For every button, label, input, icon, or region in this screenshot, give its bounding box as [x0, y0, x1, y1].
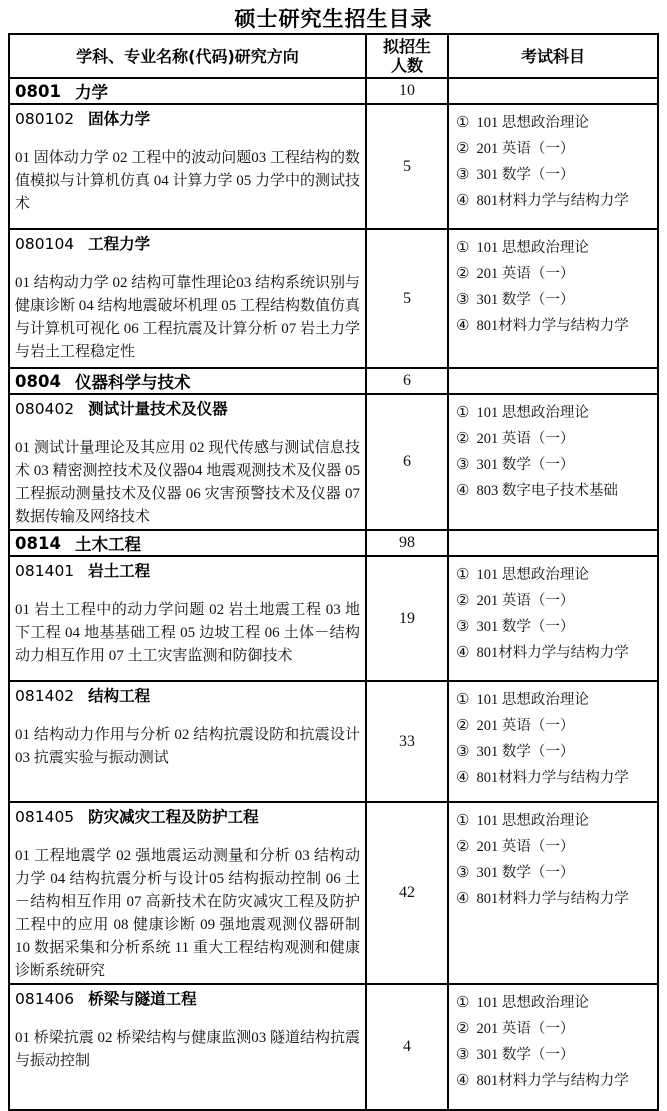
research-directions: 01 测试计量理论及其应用 02 现代传感与测试信息技术 03 精密测控技术及仪器04 地震观测技术及仪器 05 工程振动测量技术及仪器 06 灾害预警技术及仪器 07 数据传输及网络技术: [15, 440, 361, 525]
exam-item-number: ④: [456, 193, 470, 209]
exam-item-number: ②: [456, 431, 470, 447]
exam-item-label: 101 思想政治理论: [476, 240, 589, 256]
research-directions: 01 桥梁抗震 02 桥梁结构与健康监测03 隧道结构抗震与振动控制: [15, 1030, 361, 1069]
enrollment-count: 4: [403, 1038, 411, 1055]
header-exam-column: 考试科目: [447, 35, 657, 77]
enrollment-cell: [365, 395, 447, 529]
enrollment-cell: [365, 531, 447, 555]
section-row: [10, 529, 657, 555]
research-directions: 01 固体动力学 02 工程中的波动问题03 工程结构的数值模拟与计算机仿真 04 计算力学 05 力学中的测试技术: [15, 150, 361, 212]
exam-subjects-cell: [447, 985, 657, 1109]
discipline-cell: [10, 369, 365, 393]
exam-item: [456, 588, 657, 614]
exam-item: [456, 687, 657, 713]
exam-item: [456, 136, 657, 162]
exam-subjects-cell: [447, 369, 657, 393]
exam-item-number: ①: [456, 115, 470, 131]
exam-subjects-cell: [447, 803, 657, 983]
catalog-table: [8, 33, 659, 1111]
major-code: 081406: [15, 990, 75, 1008]
exam-item-number: ③: [456, 292, 470, 308]
exam-item: [456, 400, 657, 426]
exam-item: [456, 1068, 657, 1094]
exam-item: [456, 235, 657, 261]
exam-item-number: ③: [456, 1047, 470, 1063]
exam-item: [456, 110, 657, 136]
exam-item-number: ③: [456, 167, 470, 183]
exam-item-number: ①: [456, 240, 470, 256]
exam-item: [456, 162, 657, 188]
major-heading: [15, 561, 360, 581]
exam-item-label: 803 数字电子技术基础: [476, 483, 618, 499]
exam-item-number: ①: [456, 995, 470, 1011]
enrollment-count: 33: [399, 732, 415, 750]
exam-item-label: 301 数学（一）: [476, 292, 575, 308]
exam-item-number: ②: [456, 266, 470, 282]
exam-item-label: 801材料力学与结构力学: [476, 318, 629, 334]
exam-item: [456, 313, 657, 339]
exam-subjects-cell: [447, 105, 657, 228]
exam-item-label: 201 英语（一）: [476, 593, 575, 609]
exam-subjects-cell: [447, 557, 657, 680]
enrollment-count: 6: [403, 372, 411, 389]
major-row: [10, 555, 657, 680]
exam-item-number: ③: [456, 619, 470, 635]
header-enrollment-column: [365, 35, 447, 77]
exam-item-label: 101 思想政治理论: [476, 567, 589, 583]
section-row: [10, 367, 657, 393]
enrollment-cell: [365, 369, 447, 393]
exam-item-number: ④: [456, 645, 470, 661]
research-directions: 01 岩土工程中的动力学问题 02 岩土地震工程 03 地下工程 04 地基基础工程 05 边坡工程 06 土体－结构动力相互作用 07 土工灾害监测和防御技术: [15, 602, 360, 664]
header-discipline-column: 学科、专业名称(代码)研究方向: [76, 46, 299, 66]
major-row: [10, 680, 657, 801]
exam-item: [456, 808, 657, 834]
exam-item: [456, 426, 657, 452]
discipline-code: 0814: [15, 533, 61, 553]
exam-item: [456, 261, 657, 287]
header-enrollment-line2: 人数: [390, 56, 423, 75]
exam-item-label: 101 思想政治理论: [476, 115, 589, 131]
exam-item-label: 301 数学（一）: [476, 865, 575, 881]
exam-item: [456, 188, 657, 214]
exam-item-number: ②: [456, 1021, 470, 1037]
discipline-cell: [10, 531, 365, 555]
major-name: 工程力学: [88, 235, 151, 253]
discipline-code: 0804: [15, 371, 61, 391]
header-enrollment-line1: 拟招生: [382, 37, 431, 56]
discipline-cell: [10, 79, 365, 103]
exam-item-label: 801材料力学与结构力学: [476, 645, 629, 661]
exam-item-number: ④: [456, 770, 470, 786]
exam-item-number: ②: [456, 593, 470, 609]
exam-item-label: 301 数学（一）: [476, 619, 575, 635]
exam-item: [456, 886, 657, 912]
major-heading: [15, 807, 360, 827]
major-name: 防灾减灾工程及防护工程: [88, 808, 259, 826]
discipline-name: 仪器科学与技术: [74, 373, 191, 392]
exam-item-label: 801材料力学与结构力学: [476, 193, 629, 209]
exam-item-label: 301 数学（一）: [476, 457, 575, 473]
exam-item: [456, 860, 657, 886]
discipline-name: 力学: [74, 83, 108, 102]
major-code: 080102: [15, 110, 75, 128]
discipline-code: 0801: [15, 81, 61, 101]
exam-item: [456, 739, 657, 765]
major-row: [10, 801, 657, 983]
exam-item-number: ④: [456, 1073, 470, 1089]
exam-item-label: 201 英语（一）: [476, 266, 575, 282]
exam-item-label: 101 思想政治理论: [476, 995, 589, 1011]
exam-item: [456, 640, 657, 666]
major-cell: [10, 395, 365, 529]
exam-item-number: ④: [456, 891, 470, 907]
major-cell: [10, 803, 365, 983]
exam-item: [456, 713, 657, 739]
major-row: [10, 103, 657, 228]
exam-item-label: 101 思想政治理论: [476, 692, 589, 708]
enrollment-cell: [365, 557, 447, 680]
major-name: 固体力学: [88, 110, 151, 128]
exam-item-number: ③: [456, 865, 470, 881]
major-cell: [10, 230, 365, 367]
enrollment-count: 19: [399, 609, 415, 627]
exam-item-label: 301 数学（一）: [476, 1047, 575, 1063]
exam-item-number: ①: [456, 567, 470, 583]
exam-item-label: 301 数学（一）: [476, 744, 575, 760]
major-row: [10, 228, 657, 367]
exam-item: [456, 765, 657, 791]
exam-item: [456, 287, 657, 313]
enrollment-count: 5: [403, 157, 411, 175]
exam-item-label: 801材料力学与结构力学: [476, 770, 629, 786]
exam-item-label: 201 英语（一）: [476, 718, 575, 734]
enrollment-cell: [365, 230, 447, 367]
exam-item-label: 101 思想政治理论: [476, 813, 589, 829]
exam-item: [456, 452, 657, 478]
exam-item-number: ①: [456, 405, 470, 421]
enrollment-cell: [365, 79, 447, 103]
exam-item-number: ④: [456, 483, 470, 499]
major-code: 080104: [15, 235, 75, 253]
major-heading: [15, 109, 360, 129]
major-heading: [15, 989, 360, 1009]
major-heading: [15, 686, 360, 706]
exam-subjects-cell: [447, 230, 657, 367]
enrollment-cell: [365, 682, 447, 801]
major-name: 测试计量技术及仪器: [88, 400, 228, 418]
exam-item-number: ②: [456, 718, 470, 734]
exam-item-number: ③: [456, 457, 470, 473]
exam-item-label: 801材料力学与结构力学: [476, 1073, 629, 1089]
exam-item: [456, 562, 657, 588]
major-code: 081402: [15, 687, 75, 705]
enrollment-cell: [365, 985, 447, 1109]
major-name: 岩土工程: [88, 562, 151, 580]
major-code: 081405: [15, 808, 75, 826]
exam-item: [456, 1016, 657, 1042]
exam-item-number: ②: [456, 839, 470, 855]
exam-item-label: 201 英语（一）: [476, 1021, 575, 1037]
exam-subjects-cell: [447, 682, 657, 801]
discipline-name: 土木工程: [74, 535, 141, 554]
major-row: [10, 983, 657, 1109]
exam-item-label: 301 数学（一）: [476, 167, 575, 183]
exam-subjects-cell: [447, 395, 657, 529]
exam-item-number: ①: [456, 813, 470, 829]
major-cell: [10, 682, 365, 801]
enrollment-cell: [365, 105, 447, 228]
major-name: 桥梁与隧道工程: [88, 990, 197, 1008]
exam-item-label: 801材料力学与结构力学: [476, 891, 629, 907]
exam-item-number: ④: [456, 318, 470, 334]
exam-item-label: 201 英语（一）: [476, 839, 575, 855]
exam-item: [456, 614, 657, 640]
research-directions: 01 结构动力作用与分析 02 结构抗震设防和抗震设计 03 抗震实验与振动测试: [15, 727, 360, 766]
exam-item: [456, 1042, 657, 1068]
major-code: 080402: [15, 400, 75, 418]
major-heading: [15, 399, 360, 419]
major-code: 081401: [15, 562, 75, 580]
enrollment-count: 42: [399, 884, 415, 901]
major-heading: [15, 234, 360, 254]
table-header-row: [10, 35, 657, 77]
major-cell: [10, 105, 365, 228]
document-title: 硕士研究生招生目录: [234, 7, 433, 31]
research-directions: 01 工程地震学 02 强地震运动测量和分析 03 结构动力学 04 结构抗震分析与设计05 结构振动控制 06 土－结构相互作用 07 高新技术在防灾减灾工程及防护工程中的应用 08 健康诊断 09 强地震观测仪器研制 10 数据采集和分析系统 11 重大工程结构观测和健康诊断系统研究: [15, 848, 360, 979]
exam-item-label: 201 英语（一）: [476, 431, 575, 447]
major-cell: [10, 557, 365, 680]
exam-item: [456, 478, 657, 504]
exam-item-label: 101 思想政治理论: [476, 405, 589, 421]
exam-item-label: 201 英语（一）: [476, 141, 575, 157]
exam-item: [456, 990, 657, 1016]
major-row: [10, 393, 657, 529]
enrollment-count: 5: [403, 289, 411, 307]
exam-item-number: ①: [456, 692, 470, 708]
research-directions: 01 结构动力学 02 结构可靠性理论03 结构系统识别与健康诊断 04 结构地震破坏机理 05 工程结构数值仿真与计算机可视化 06 工程抗震及计算分析 07 岩土力学与岩土工程稳定性: [15, 275, 361, 360]
exam-item-number: ②: [456, 141, 470, 157]
exam-subjects-cell: [447, 79, 657, 103]
major-name: 结构工程: [88, 687, 151, 705]
exam-item: [456, 834, 657, 860]
section-row: [10, 77, 657, 103]
enrollment-count: 6: [403, 453, 411, 470]
enrollment-count: 98: [399, 534, 415, 551]
enrollment-cell: [365, 803, 447, 983]
enrollment-count: 10: [399, 82, 415, 99]
exam-subjects-cell: [447, 531, 657, 555]
exam-item-number: ③: [456, 744, 470, 760]
major-cell: [10, 985, 365, 1109]
